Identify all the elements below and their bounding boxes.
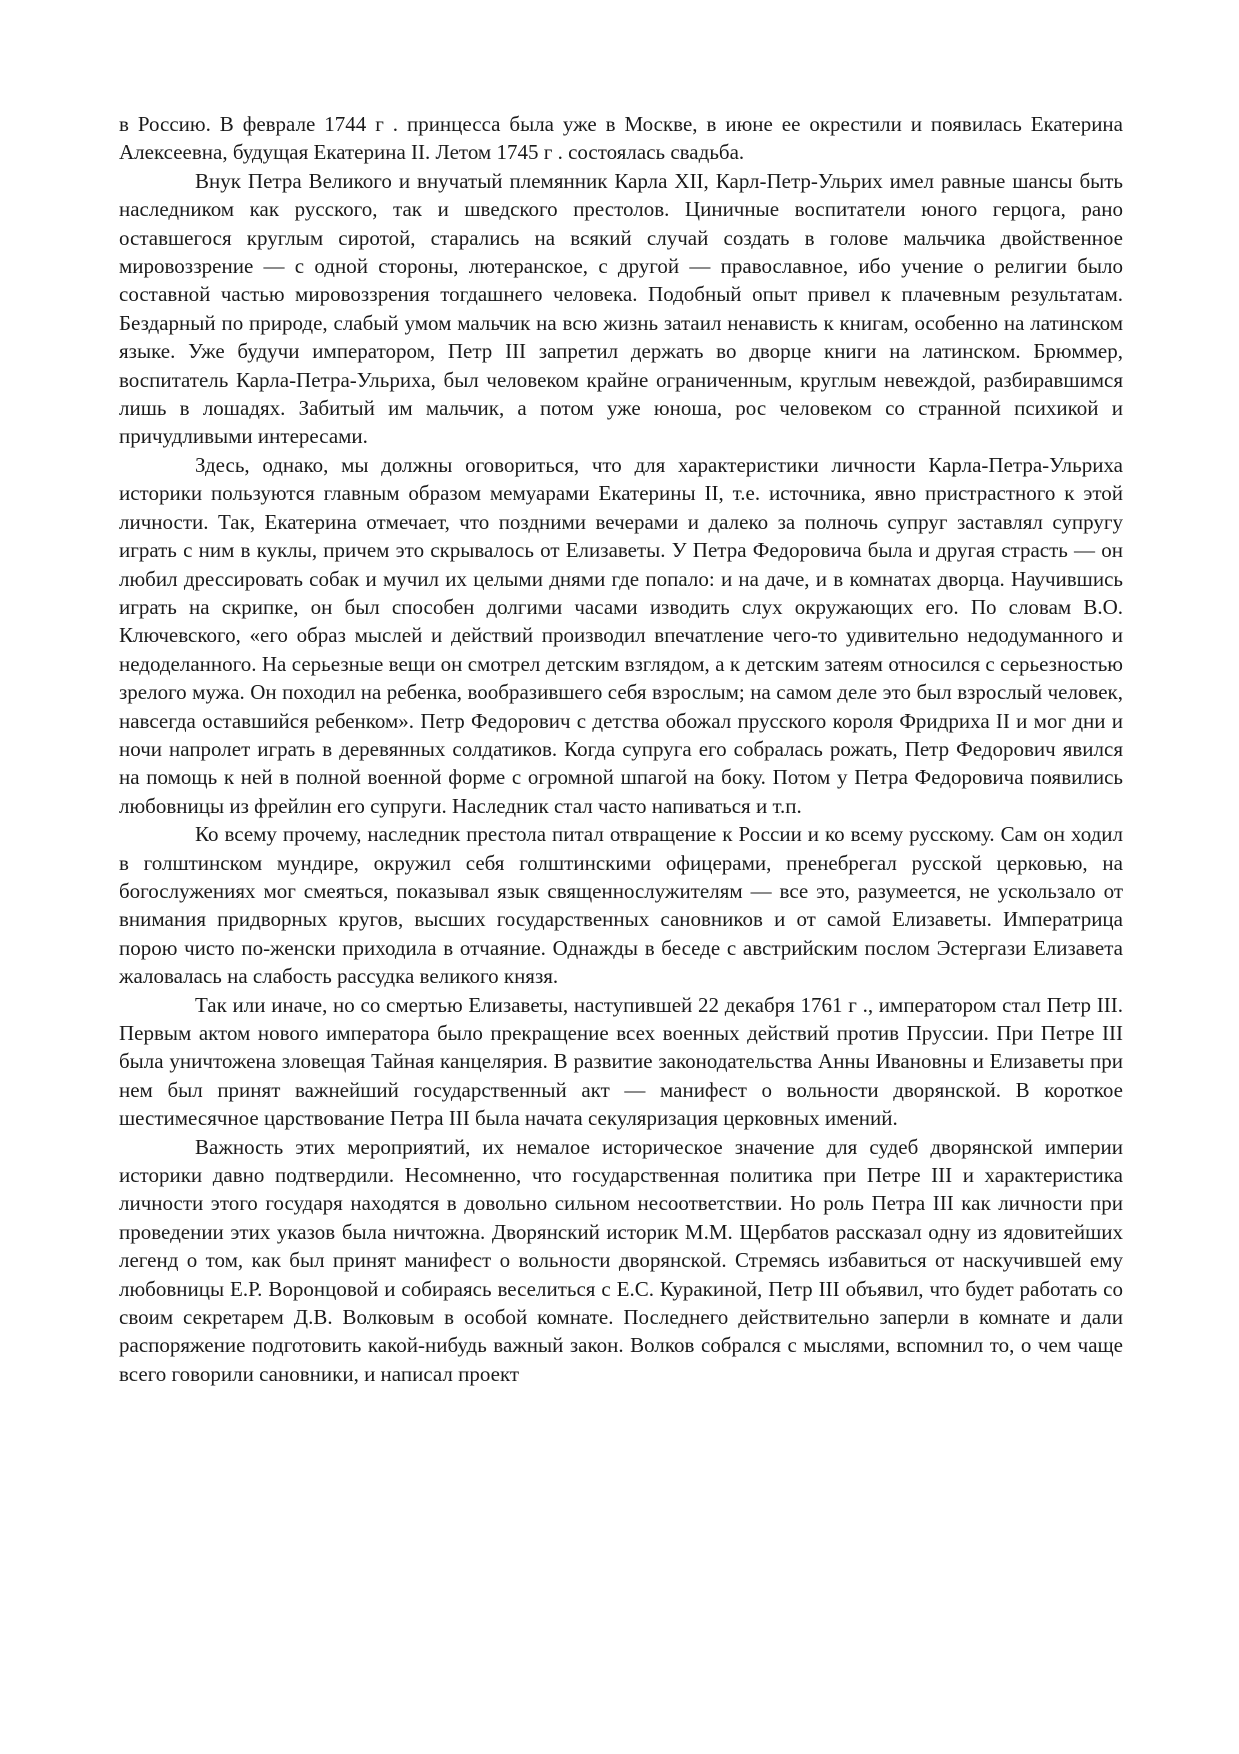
paragraph-6: Важность этих мероприятий, их немалое историческое значение для судеб дворянской империи историки давно подтвердили. Несомненно, что государственная политика при Петре III и характеристика личности этого государя находятся в довольно сильном несоответствии. Но роль Петра III как личности при проведении этих указов была ничтожна. Дворянский историк М.М. Щербатов рассказал одну из ядовитейших легенд о том, как был принят манифест о вольности дворянской. Стремясь избавиться от наскучившей ему любовницы Е.Р. Воронцовой и собираясь веселиться с Е.С. Куракиной, Петр III объявил, что будет работать со своим секретарем Д.В. Волковым в особой комнате. Последнего действительно заперли в комнате и дали распоряжение подготовить какой-нибудь важный закон. Волков собрался с мыслями, вспомнил то, о чем чаще всего говорили сановники, и написал проект <box>119 1134 1123 1386</box>
paragraph-3: Здесь, однако, мы должны оговориться, что для характеристики личности Карла-Петра-Ульриха историки пользуются главным образом мемуарами Екатерины II, т.е. источника, явно пристрастного к этой личности. Так, Екатерина отмечает, что поздними вечерами и далеко за полночь супруг заставлял супругу играть с ним в куклы, причем это скрывалось от Елизаветы. У Петра Федоровича была и другая страсть — он любил дрессировать собак и мучил их целыми днями где попало: и на даче, и в комнатах дворца. Научившись играть на скрипке, он был способен долгими часами изводить слух окружающих его. По словам В.О. Ключевского, «его образ мыслей и действий производил впечатление чего-то удивительно недодуманного и недоделанного. На серьезные вещи он смотрел детским взглядом, а к детским затеям относился с серьезностью зрелого мужа. Он походил на ребенка, вообразившего себя взрослым; на самом деле это был взрослый человек, навсегда оставшийся ребенком». Петр Федорович с детства обожал прусского короля Фридриха II и мог дни и ночи напролет играть в деревянных солдатиков. Когда супруга его собралась рожать, Петр Федорович явился на помощь к ней в полной военной форме с огромной шпагой на боку. Потом у Петра Федоровича появились любовницы из фрейлин его супруги. Наследник стал часто напиваться и т.п. <box>119 452 1123 818</box>
paragraph-5: Так или иначе, но со смертью Елизаветы, наступившей 22 декабря 1761 г ., императором стал Петр III. Первым актом нового императора было прекращение всех военных действий против Пруссии. При Петре III была уничтожена зловещая Тайная канцелярия. В развитие законодательства Анны Ивановны и Елизаветы при нем был принят важнейший государственный акт — манифест о вольности дворянской. В короткое шестимесячное царствование Петра III была начата секуляризация церковных имений. <box>119 992 1123 1131</box>
document-page <box>119 110 1123 1388</box>
paragraph-1: в Россию. В феврале 1744 г . принцесса была уже в Москве, в июне ее окрестили и появилась Екатерина Алексеевна, будущая Екатерина II. Летом 1745 г . состоялась свадьба. <box>119 112 1123 165</box>
paragraph-4: Ко всему прочему, наследник престола питал отвращение к России и ко всему русскому. Сам он ходил в голштинском мундире, окружил себя голштинскими офицерами, пренебрегал русской церковью, на богослужениях мог смеяться, показывал язык священнослужителям — все это, разумеется, не ускользало от внимания придворных кругов, высших государственных сановников и от самой Елизаветы. Императрица порою чисто по-женски приходила в отчаяние. Однажды в беседе с австрийским послом Эстергази Елизавета жаловалась на слабость рассудка великого князя. <box>119 822 1123 989</box>
paragraph-2: Внук Петра Великого и внучатый племянник Карла XII, Карл-Петр-Ульрих имел равные шансы быть наследником как русского, так и шведского престолов. Циничные воспитатели юного герцога, рано оставшегося круглым сиротой, старались на всякий случай создать в голове мальчика двойственное мировоззрение — с одной стороны, лютеранское, с другой — православное, ибо учение о религии было составной частью мировоззрения тогдашнего человека. Подобный опыт привел к плачевным результатам. Бездарный по природе, слабый умом мальчик на всю жизнь затаил ненависть к книгам, особенно на латинском языке. Уже будучи императором, Петр III запретил держать во дворце книги на латинском. Брюммер, воспитатель Карла-Петра-Ульриха, был человеком крайне ограниченным, круглым невеждой, разбиравшимся лишь в лошадях. Забитый им мальчик, а потом уже юноша, рос человеком со странной психикой и причудливыми интересами. <box>119 168 1123 449</box>
